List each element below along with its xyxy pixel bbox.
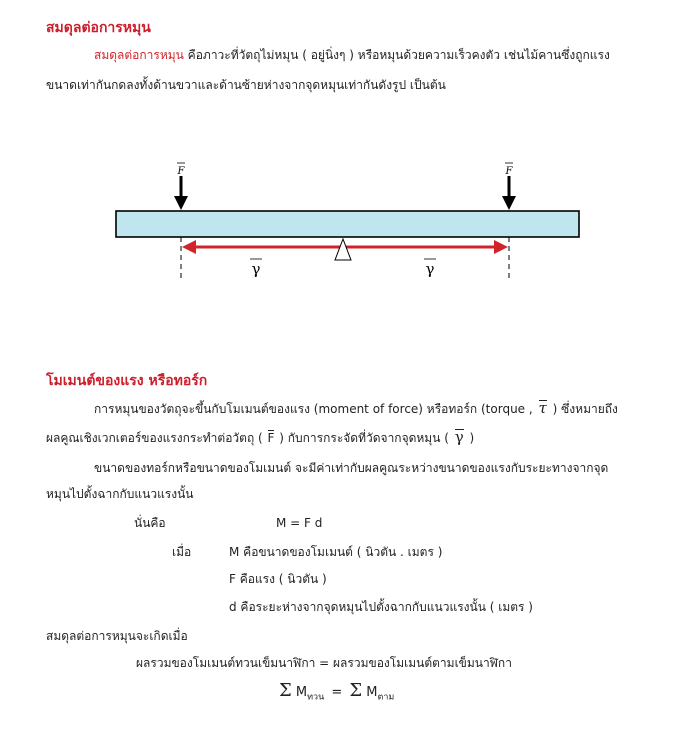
equilibrium-equation-text: ผลรวมของโมเมนต์ทวนเข็มนาฬิกา = ผลรวมของโมเมนต์ตามเข็มนาฬิกา bbox=[136, 656, 512, 670]
m-right: M bbox=[366, 685, 378, 700]
tau-char: τ bbox=[538, 399, 547, 417]
p1-line1-a: การหมุนของวัตถุจะขึ้นกับโมเมนต์ของแรง (moment of force) หรือทอร์ก (torque , bbox=[94, 402, 533, 416]
label-nankue: นั่นคือ bbox=[134, 516, 166, 530]
section2-p2-line2: หมุนไปตั้งฉากกับแนวแรงนั้น bbox=[46, 487, 194, 501]
tau-symbol bbox=[537, 399, 549, 417]
p1-line2-c: ) bbox=[469, 431, 475, 445]
section1-lead: สมดุลต่อการหมุน bbox=[94, 48, 184, 62]
section2-p1-line2 bbox=[46, 428, 474, 447]
beam-diagram bbox=[0, 150, 686, 290]
def-m: M คือขนาดของโมเมนต์ ( นิวตัน . เมตร ) bbox=[229, 545, 443, 559]
section1-heading: สมดุลต่อการหมุน bbox=[46, 20, 151, 36]
sigma-right: Σ bbox=[349, 680, 363, 701]
p1-line1-b: ) ซึ่งหมายถึง bbox=[552, 402, 618, 416]
def-d: d คือระยะห่างจากจุดหมุนไปตั้งฉากกับแนวแรงนั้น ( เมตร ) bbox=[229, 600, 533, 614]
sub-cw: ตาม bbox=[377, 692, 395, 703]
pivot-triangle bbox=[335, 239, 351, 260]
gamma-symbol bbox=[453, 428, 466, 446]
section1-line2: ขนาดเท่ากันกดลงทั้งด้านขวาและด้านซ้ายห่างจากจุดหมุนเท่ากันดังรูป เป็นต้น bbox=[46, 78, 446, 92]
force-label-left: F bbox=[177, 166, 185, 177]
p1-line2-a: ผลคูณเชิงเวกเตอร์ของแรงกระทำต่อวัตถุ ( bbox=[46, 431, 263, 445]
sum-equation bbox=[279, 680, 394, 704]
f-char: F bbox=[267, 431, 275, 445]
def-f: F คือแรง ( นิวตัน ) bbox=[229, 572, 327, 586]
force-label-right: F bbox=[505, 166, 513, 177]
gamma-char: γ bbox=[454, 428, 464, 446]
section2-heading: โมเมนต์ของแรง หรือทอร์ก bbox=[46, 373, 208, 389]
formula-m-fd: M = F d bbox=[276, 516, 323, 530]
condition-text: สมดุลต่อการหมุนจะเกิดเมื่อ bbox=[46, 629, 188, 643]
sub-ccw: ทวน bbox=[307, 692, 325, 703]
section2-p1-line1 bbox=[94, 399, 618, 418]
label-muea: เมื่อ bbox=[172, 545, 192, 559]
distance-label-right: γ bbox=[425, 260, 435, 278]
f-vector-symbol bbox=[267, 429, 276, 447]
force-arrow-left bbox=[174, 163, 188, 210]
equals-sign: = bbox=[331, 685, 343, 700]
force-arrow-right bbox=[502, 163, 516, 210]
section2-p2-line1: ขนาดของทอร์กหรือขนาดของโมเมนต์ จะมีค่าเท่ากับผลคูณระหว่างขนาดของแรงกับระยะทางจากจุด bbox=[94, 461, 609, 475]
distance-label-left: γ bbox=[251, 260, 261, 278]
section1-line1-rest: คือภาวะที่วัตถุไม่หมุน ( อยู่นิ่งๆ ) หรือหมุนด้วยความเร็วคงตัว เช่นไม้คานซึ่งถูกแรง bbox=[183, 48, 610, 62]
p1-line2-b: ) กับการกระจัดที่วัดจากจุดหมุน ( bbox=[279, 431, 449, 445]
beam bbox=[116, 211, 579, 237]
m-left: M bbox=[295, 685, 308, 700]
sigma-left: Σ bbox=[279, 680, 292, 701]
section1-line1 bbox=[94, 46, 610, 64]
